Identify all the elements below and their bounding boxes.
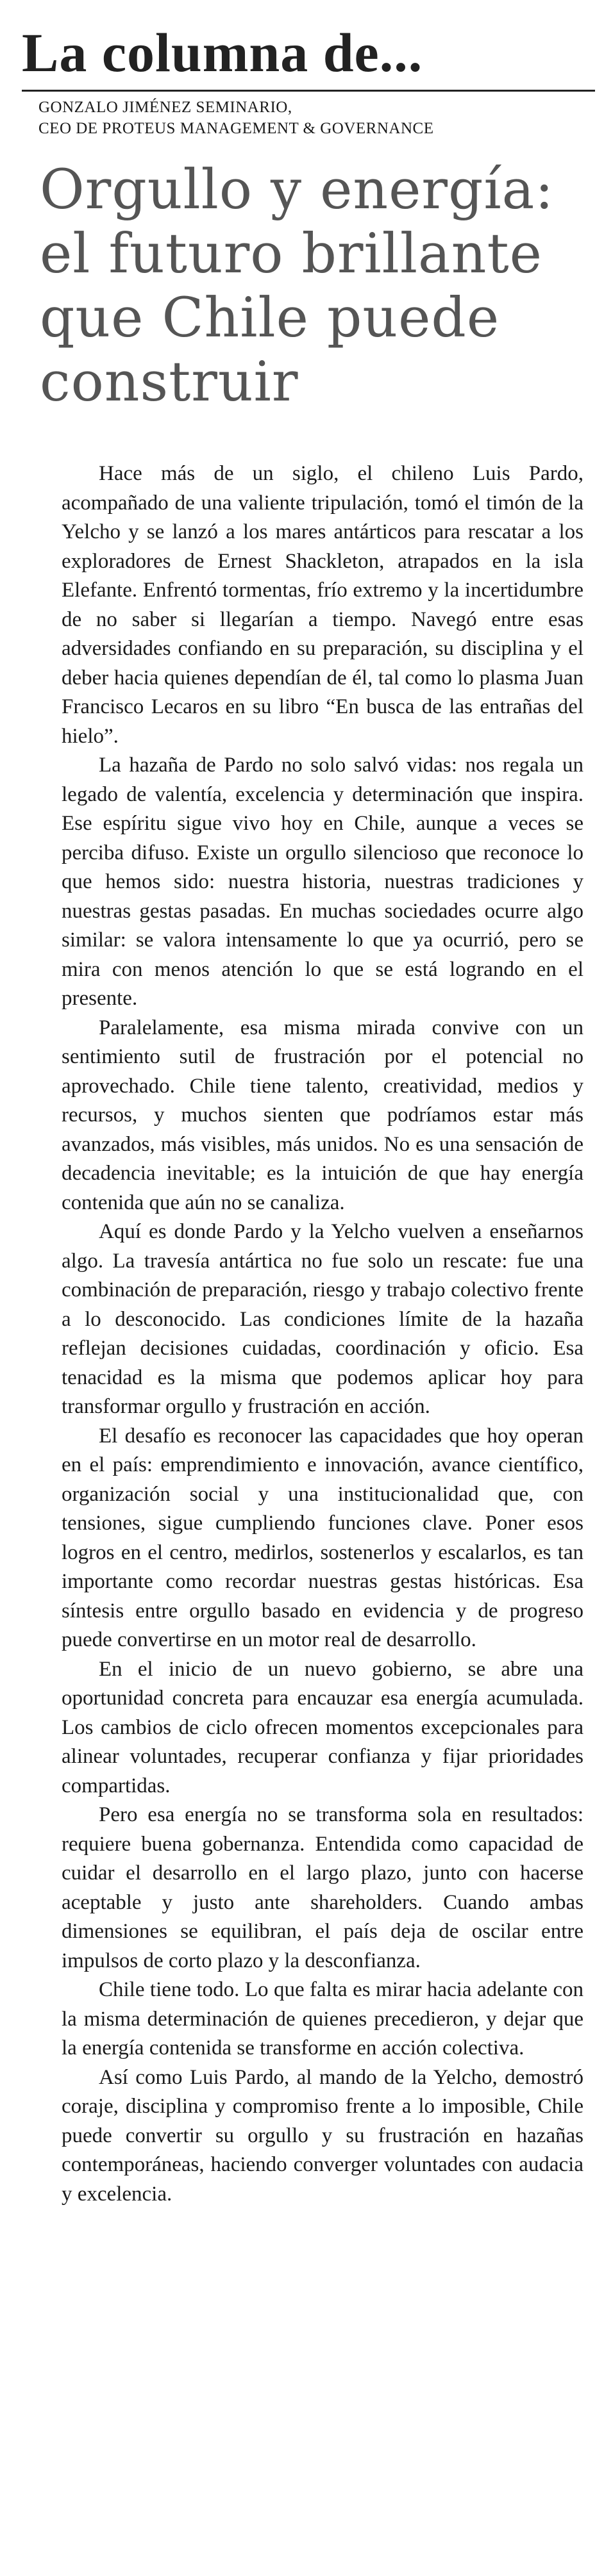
masthead-rule (22, 90, 595, 92)
article-paragraph: En el inicio de un nuevo gobierno, se abre una oportunidad concreta para encauzar esa energía acumulada. Los cambios de ciclo ofrecen momentos excepcionales para alinear voluntades, recuperar confianza y fijar prioridades compartidas. (62, 1657, 584, 1797)
article-paragraph: Así como Luis Pardo, al mando de la Yelcho, demostró coraje, disciplina y compromiso frente a lo imposible, Chile puede convertir su orgullo y su frustración en hazañas contemporáneas, haciendo converger voluntades con audacia y excelencia. (62, 2065, 584, 2206)
article-paragraph: Hace más de un siglo, el chileno Luis Pardo, acompañado de una valiente tripulación, tomó el timón de la Yelcho y se lanzó a los mares antárticos para rescatar a los exploradores de Ernest Shackleton, atrapados en la isla Elefante. Enfrentó tormentas, frío extremo y la incertidumbre de no saber si llegarían a tiempo. Navegó entre esas adversidades confiando en su preparación, su disciplina y el deber hacia quienes dependían de él, tal como lo plasma Juan Francisco Lecaros en su libro “En busca de las entrañas del hielo”. (62, 462, 584, 748)
author-name: GONZALO JIMÉNEZ SEMINARIO, (38, 99, 292, 116)
article-paragraph: Aquí es donde Pardo y la Yelcho vuelven a enseñarnos algo. La travesía antártica no fue solo un rescate: fue una combinación de preparación, riesgo y trabajo colectivo frente a lo desconocido. Las condiciones límite de la hazaña reflejan decisiones cuidadas, coordinación y oficio. Esa tenacidad es la misma que podemos aplicar hoy para transformar orgullo y frustración en acción. (62, 1220, 584, 1418)
article-paragraph: Chile tiene todo. Lo que falta es mirar hacia adelante con la misma determinación de quienes precedieron, y dejar que la energía contenida se transforme en acción colectiva. (62, 1978, 584, 2060)
article-headline: Orgullo y energía: el futuro brillante que Chile puede construir (40, 158, 554, 414)
article-paragraph: Paralelamente, esa misma mirada convive con un sentimiento sutil de frustración por el potencial no aprovechado. Chile tiene talento, creatividad, medios y recursos, y muchos sienten que podríamos estar más avanzados, más visibles, más unidos. No es una sensación de decadencia inevitable; es la intuición de que hay energía contenida que aún no se canaliza. (62, 1016, 584, 1214)
column-masthead: La columna de... (22, 22, 423, 83)
author-role: CEO DE PROTEUS MANAGEMENT & GOVERNANCE (38, 120, 434, 137)
article-paragraph: Pero esa energía no se transforma sola en resultados: requiere buena gobernanza. Entendida como capacidad de cuidar el desarrollo en el largo plazo, junto con hacerse aceptable y justo ante shareholders. Cuando ambas dimensiones se equilibran, el país deja de oscilar entre impulsos de corto plazo y la desconfianza. (62, 1803, 584, 1972)
article-body (62, 459, 584, 2209)
article-paragraph: El desafío es reconocer las capacidades que hoy operan en el país: emprendimiento e innovación, avance científico, organización social y una institucionalidad que, con tensiones, sigue cumpliendo funciones clave. Poner esos logros en el centro, medirlos, sostenerlos y escalarlos, es tan importante como recordar nuestras gestas históricas. Esa síntesis entre orgullo basado en evidencia y de progreso puede convertirse en un motor real de desarrollo. (62, 1424, 584, 1651)
byline (38, 97, 595, 139)
article-paragraph: La hazaña de Pardo no solo salvó vidas: nos regala un legado de valentía, excelencia y determinación que inspira. Ese espíritu sigue vivo hoy en Chile, aunque a veces se perciba difuso. Existe un orgullo silencioso que reconoce lo que hemos sido: nuestra historia, nuestras tradiciones y nuestras gestas pasadas. En muchas sociedades ocurre algo similar: se valora intensamente lo que ya ocurrió, pero se mira con menos atención lo que se está logrando en el presente. (62, 754, 584, 1010)
